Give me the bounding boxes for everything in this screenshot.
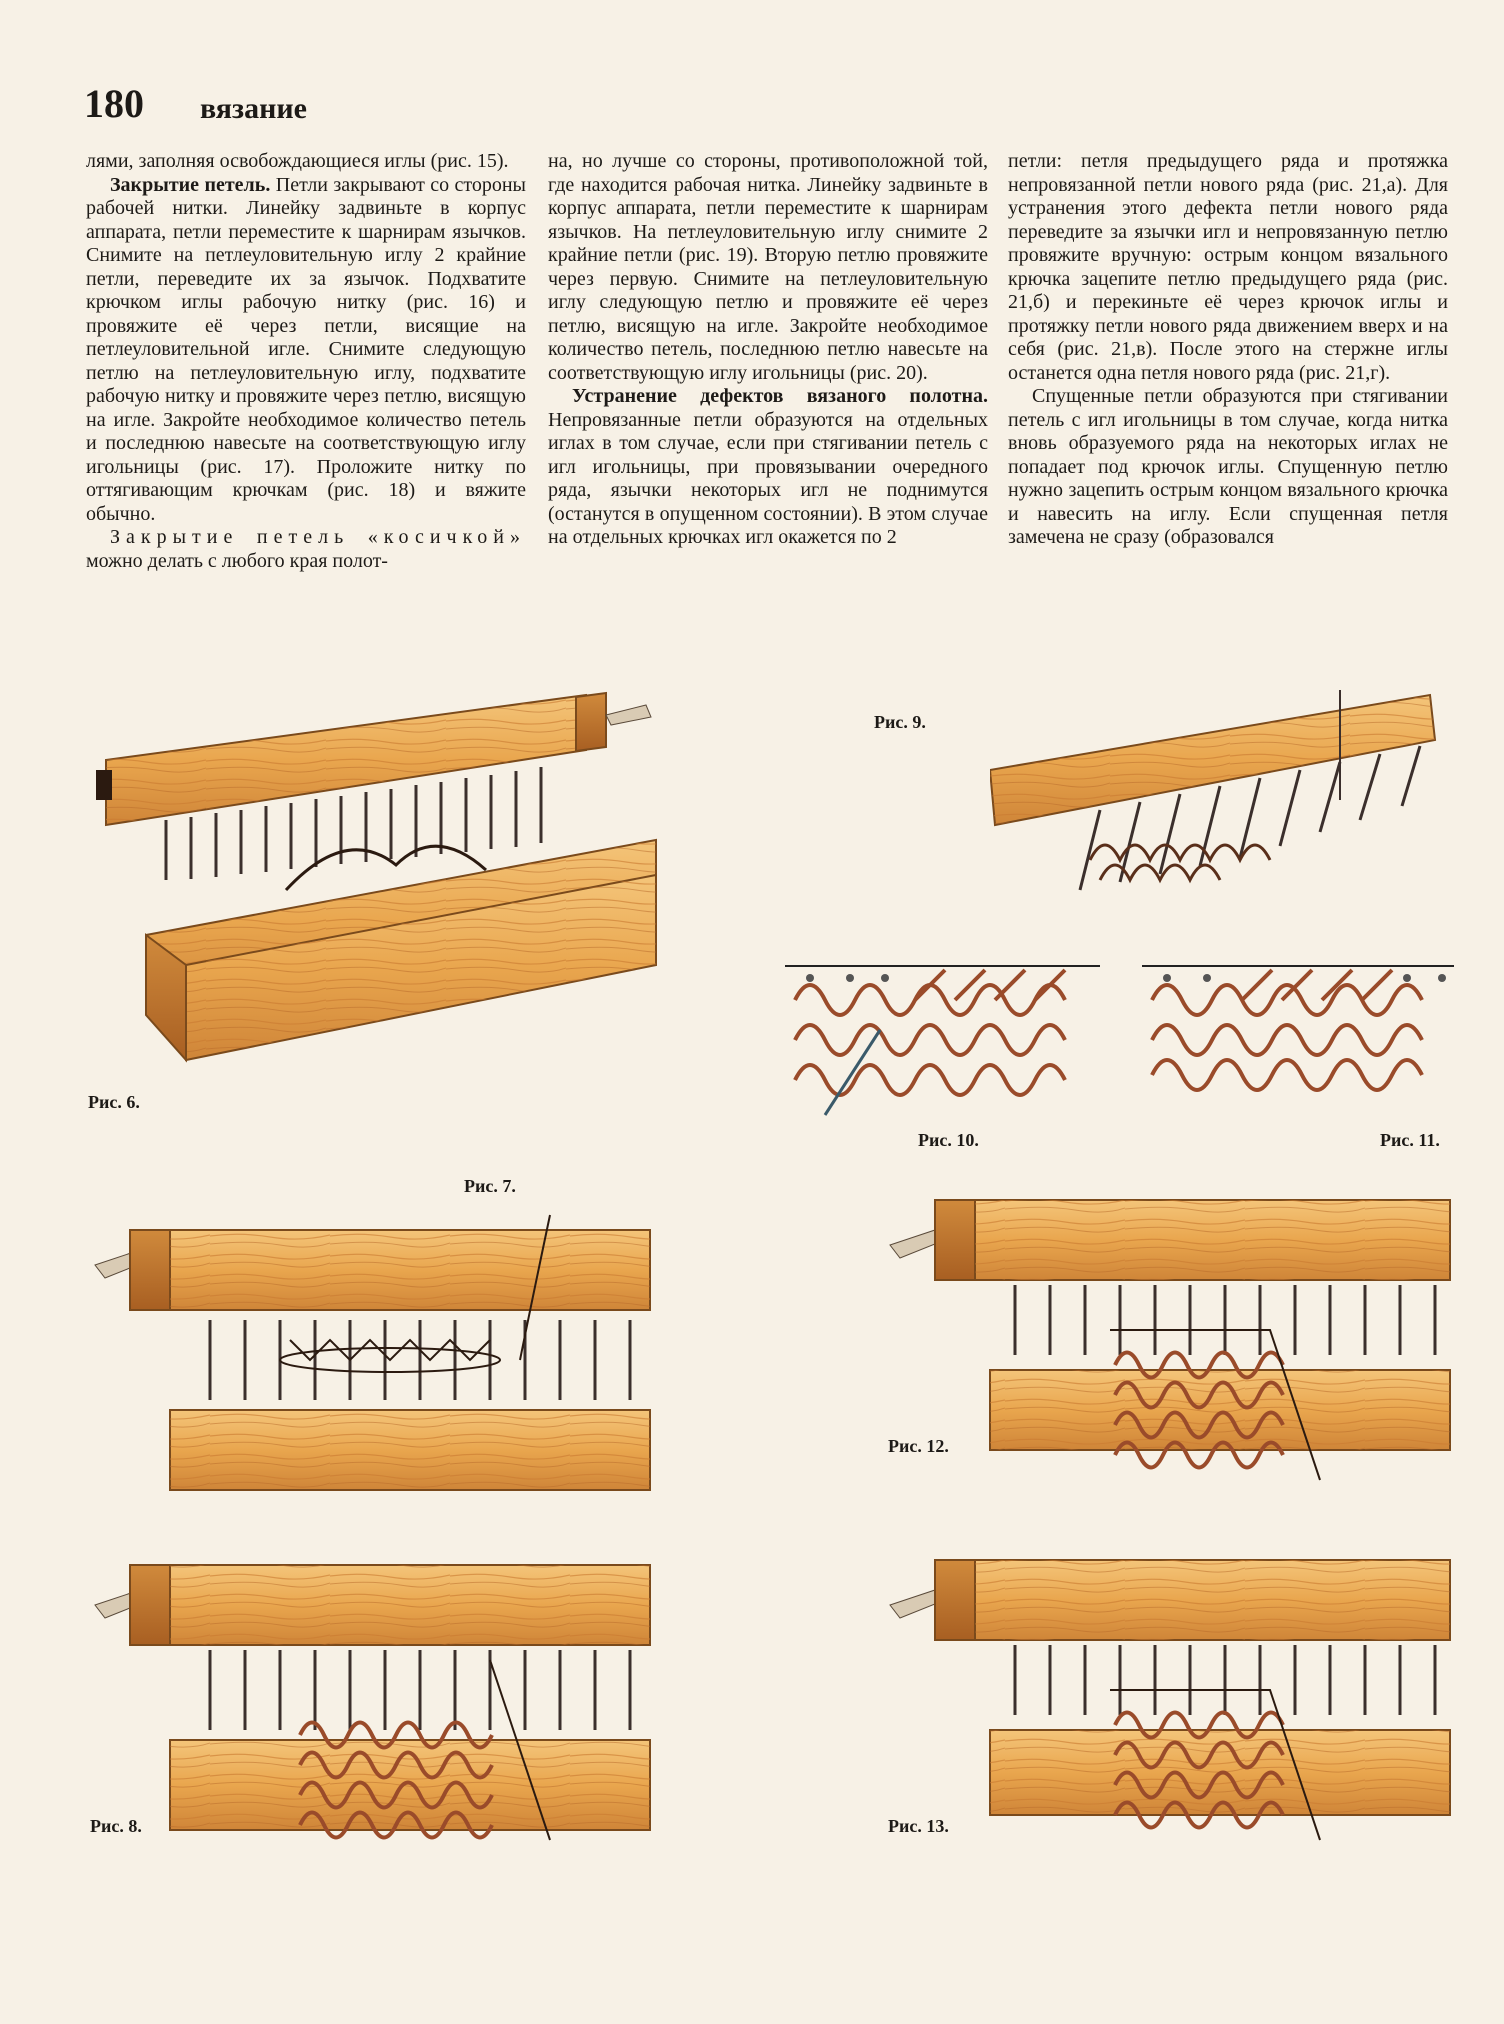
paragraph: лями, заполняя освобождающиеся иглы (рис. 15). (86, 150, 509, 172)
figure-9 (990, 690, 1450, 920)
figure-11 (1142, 960, 1454, 1100)
paragraph (86, 174, 526, 527)
text-column-1 (86, 150, 526, 573)
figure-7 (90, 1210, 660, 1500)
caption-fig-9: Рис. 9. (874, 712, 926, 732)
paragraph-title: Устранение дефектов вязаного полотна. (572, 385, 988, 407)
paragraph: Спущенные петли образуются при стягивании петель с игл игольницы в том случае, когда нитка вновь образуемого ряда на некоторых иглах не попадает под крючок иглы. Спущенную петлю нужно зацепить острым концом вязального крючка и навесить на иглу. Если спущенная петля замечена не сразу (образовался (1008, 385, 1448, 548)
figure-8 (90, 1550, 660, 1850)
text-column-2 (548, 150, 988, 550)
paragraph-title: Закрытие петель. (110, 173, 271, 196)
spaced-term: Закрытие петель «косичкой» (110, 526, 526, 548)
paragraph: на, но лучше со стороны, противоположной той, где находится рабочая нитка. Линейку задвиньте в корпус аппарата, петли переместите к шарнирам язычков. На петлеуловительную иглу снимите 2 крайние петли (рис. 19). Вторую петлю провяжите через первую. Снимите на петлеуловительную иглу следующую петлю и провяжите её через петлю, висящую на игле. Закройте необходимое количество петель, последнюю петлю навесьте на соответствующую иглу игольницы (рис. 20). (548, 150, 988, 384)
caption-fig-13: Рис. 13. (888, 1816, 949, 1836)
paragraph (86, 526, 526, 573)
caption-fig-7: Рис. 7. (464, 1176, 516, 1196)
paragraph (548, 385, 988, 550)
figure-12 (885, 1195, 1455, 1495)
paragraph-text: Непровязанные петли образуются на отдельных иглах в том случае, если при стягивании петель с игл игольницы, при провязывании очередного ряда, язычки некоторых игл не поднимутся (останутся в опущенном состоянии). В этом случае на отдельных крючках игл окажется по 2 (548, 408, 988, 548)
paragraph-text: Петли закрывают со стороны рабочей нитки. Линейку задвиньте в корпус аппарата, петли переместите к шарнирам язычков. Снимите на петлеуловительную иглу 2 крайние петли, переведите их за язычок. Подхватите крючком иглы рабочую нитку (рис. 16) и провяжите её через петли, висящие на петлеуловительной игле. Снимите следующую петлю на петлеуловительную иглу, подхватите рабочую нитку и провяжите через петлю, висящую на игле. Закройте необходимое количество петель и последнюю навесьте на соответствующую иглу игольницы (рис. 17). Проложите нитку по оттягивающим крючкам (рис. 18) и вяжите обычно. (86, 173, 526, 525)
text-column-3 (1008, 150, 1448, 550)
page-number: 180 (84, 81, 144, 126)
caption-fig-6: Рис. 6. (88, 1092, 140, 1112)
caption-fig-12: Рис. 12. (888, 1436, 949, 1456)
caption-fig-10: Рис. 10. (918, 1130, 979, 1150)
caption-fig-11: Рис. 11. (1380, 1130, 1440, 1150)
figure-10 (785, 960, 1100, 1120)
paragraph: петли: петля предыдущего ряда и протяжка непровязанной петли нового ряда (рис. 21,а). Для устранения этого дефекта петли нового ряда переведите за язычки игл и непровязанную петлю провяжите вручную: острым концом вязального крючка зацепите петлю предыдущего ряда (рис. 21,б) и перекиньте её через крючок иглы и протяжку петли нового ряда движением вверх и на себя (рис. 21,в). После этого на стержне иглы останется одна петля нового ряда (рис. 21,г). (1008, 150, 1448, 384)
caption-fig-8: Рис. 8. (90, 1816, 142, 1836)
section-title: вязание (200, 92, 307, 125)
paragraph-text: можно делать с любого края полот- (86, 549, 388, 572)
figure-6 (86, 675, 666, 1075)
figure-13 (885, 1555, 1455, 1855)
